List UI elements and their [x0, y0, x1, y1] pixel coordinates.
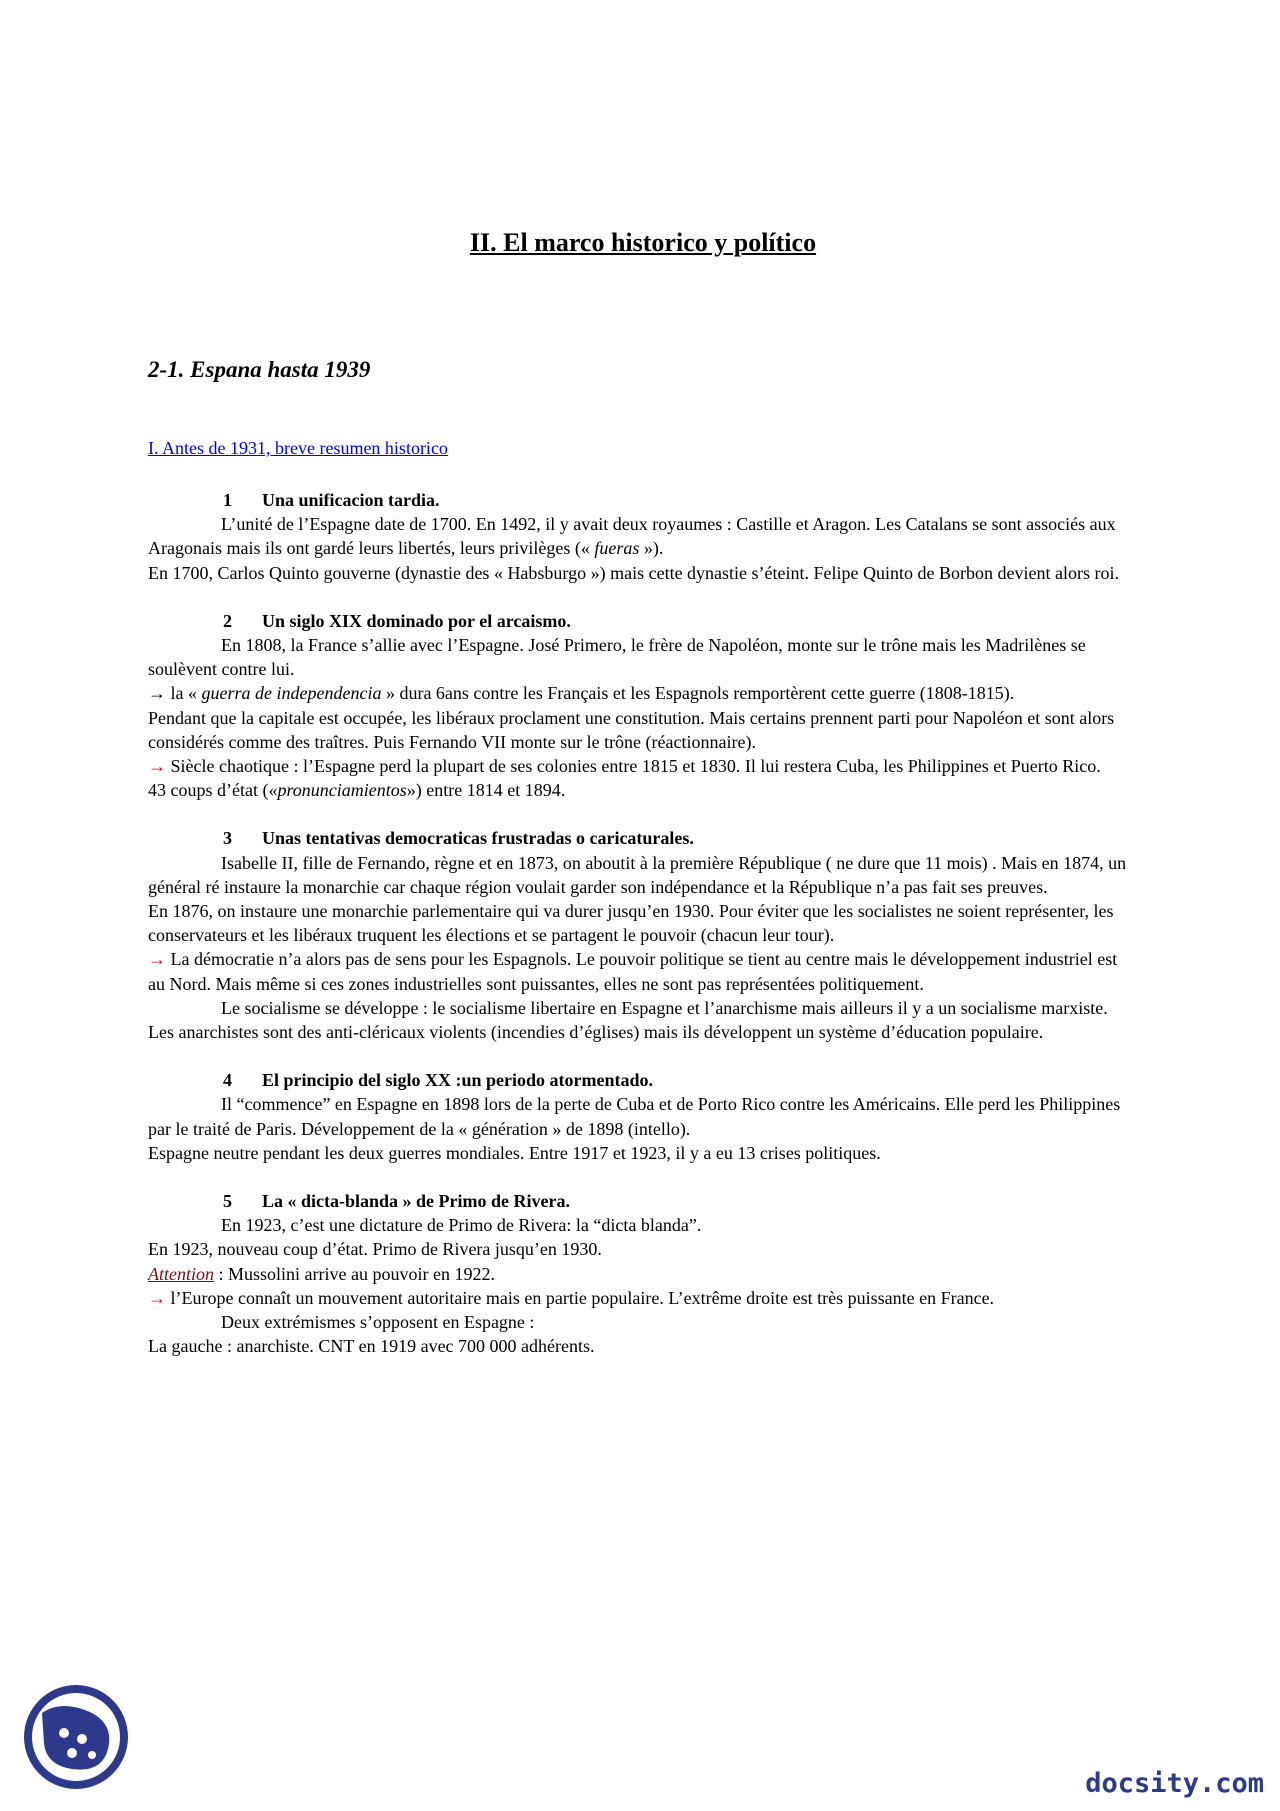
section-link[interactable]: I. Antes de 1931, breve resumen historico	[148, 438, 448, 458]
section-2	[148, 609, 1138, 803]
brand-watermark: docsity.com	[1085, 1768, 1264, 1799]
paragraph: → Siècle chaotique : l’Espagne perd la plupart de ses colonies entre 1815 et 1830. Il lui restera Cuba, les Philippines et Puerto Rico.	[148, 756, 1101, 777]
paragraph: En 1700, Carlos Quinto gouverne (dynastie des « Habsburgo ») mais cette dynastie s’éteint. Felipe Quinto de Borbon devient alors roi.	[148, 562, 1119, 583]
arrow-icon: →	[148, 949, 166, 970]
section-subtitle: 2-1. Espana hasta 1939	[148, 357, 371, 382]
section-heading: 3 Unas tentativas democraticas frustradas o caricaturales.	[223, 828, 694, 849]
paragraph: En 1923, nouveau coup d’état. Primo de Rivera jusqu’en 1930.	[148, 1239, 602, 1260]
section-3	[148, 826, 1138, 1044]
paragraph: Deux extrémismes s’opposent en Espagne :	[221, 1312, 535, 1333]
paragraph: Isabelle II, fille de Fernando, règne et en 1873, on aboutit à la première République ( ne dure que 11 mois) . Mais en 1874, un général ré instaure la monarchie car chaque région voulait garder son indépendance et la République n’a pas fait ses preuves.	[148, 852, 1127, 897]
section-heading: 2 Un siglo XIX dominado por el arcaismo.	[223, 610, 571, 631]
paragraph: En 1876, on instaure une monarchie parlementaire qui va durer jusqu’en 1930. Pour éviter que les socialistes ne soient représenter, les conservateurs et les libéraux truquent les élections et se partagent le pouvoir (chacun leur tour).	[148, 901, 1114, 946]
section-heading: 5 La « dicta-blanda » de Primo de Rivera.	[223, 1191, 570, 1212]
paragraph: Le socialisme se développe : le socialisme libertaire en Espagne et l’anarchisme mais ailleurs il y a un socialisme marxiste.	[221, 997, 1108, 1018]
docsity-logo-icon	[22, 1683, 130, 1791]
section-4	[148, 1068, 1138, 1165]
section-5	[148, 1189, 1138, 1358]
paragraph: 43 coups d’état («pronunciamientos») entre 1814 et 1894.	[148, 780, 566, 801]
section-1	[148, 488, 1138, 585]
paragraph: Pendant que la capitale est occupée, les libéraux proclament une constitution. Mais certains prennent parti pour Napoléon et sont alors considérés comme des traîtres. Puis Fernando VII monte sur le trône (réactionnaire).	[148, 707, 1115, 752]
paragraph: Attention : Mussolini arrive au pouvoir en 1922.	[148, 1263, 495, 1284]
paragraph: L’unité de l’Espagne date de 1700. En 1492, il y avait deux royaumes : Castille et Aragon. Les Catalans se sont associés aux Aragonais mais ils ont gardé leurs libertés, leurs privilèges (« fueras »).	[148, 514, 1116, 559]
arrow-icon: →	[148, 756, 166, 777]
paragraph: → l’Europe connaît un mouvement autoritaire mais en partie populaire. L’extrême droite est très puissante en France.	[148, 1287, 995, 1308]
paragraph: Espagne neutre pendant les deux guerres mondiales. Entre 1917 et 1923, il y a eu 13 crises politiques.	[148, 1142, 881, 1163]
arrow-icon: →	[148, 1287, 166, 1308]
paragraph: En 1808, la France s’allie avec l’Espagne. José Primero, le frère de Napoléon, monte sur le trône mais les Madrilènes se soulèvent contre lui.	[148, 635, 1086, 680]
arrow-icon: →	[148, 683, 166, 704]
document-title: II. El marco historico y político	[469, 228, 817, 257]
section-heading: 4 El principio del siglo XX :un periodo atormentado.	[223, 1070, 654, 1091]
attention-label: Attention	[148, 1263, 214, 1284]
paragraph: En 1923, c’est une dictature de Primo de Rivera: la “dicta blanda”.	[221, 1215, 702, 1236]
section-heading: 1 Una unificacion tardia.	[223, 490, 440, 510]
paragraph: → La démocratie n’a alors pas de sens pour les Espagnols. Le pouvoir politique se tient au centre mais le développement industriel est au Nord. Mais même si ces zones industrielles sont puissantes, elles ne sont pas représentées politiquement.	[148, 949, 1118, 994]
paragraph: → la « guerra de independencia » dura 6ans contre les Français et les Espagnols remportèrent cette guerre (1808-1815).	[148, 683, 1015, 704]
document-body	[148, 488, 1138, 1383]
paragraph: Il “commence” en Espagne en 1898 lors de la perte de Cuba et de Porto Rico contre les Américains. Elle perd les Philippines par le traité de Paris. Développement de la « génération » de 1898 (intello).	[148, 1094, 1121, 1139]
paragraph: Les anarchistes sont des anti-cléricaux violents (incendies d’églises) mais ils développent un système d’éducation populaire.	[148, 1022, 1044, 1043]
paragraph: La gauche : anarchiste. CNT en 1919 avec 700 000 adhérents.	[148, 1336, 595, 1357]
